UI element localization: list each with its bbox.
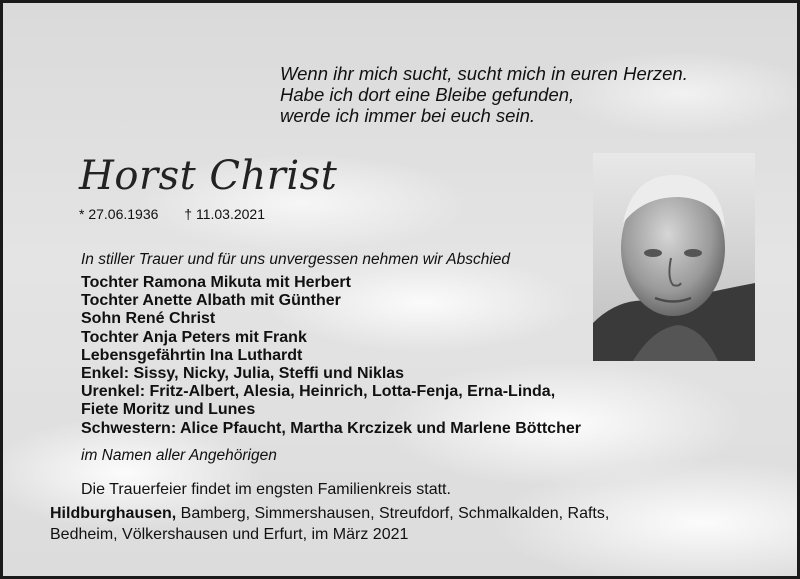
portrait-photo — [593, 153, 755, 361]
place-line-2: Bedheim, Völkershausen und Erfurt, im März 2021 — [50, 526, 409, 543]
relative-line: Sohn René Christ — [81, 310, 216, 328]
funeral-note: Die Trauerfeier findet im engsten Familienkreis statt. — [81, 481, 451, 498]
relative-line: Urenkel: Fritz-Albert, Alesia, Heinrich, Lotta-Fenja, Erna-Linda, — [81, 383, 556, 401]
relative-line: Enkel: Sissy, Nicky, Julia, Steffi und Niklas — [81, 365, 405, 383]
portrait-image — [593, 153, 755, 361]
deceased-name: Horst Christ — [79, 153, 338, 199]
main-place: Hildburghausen, — [50, 505, 177, 522]
poem-verse — [280, 63, 688, 126]
poem-line: Wenn ihr mich sucht, sucht mich in euren Herzen. — [280, 63, 688, 84]
relative-line: Tochter Ramona Mikuta mit Herbert — [81, 274, 351, 291]
place-line-1 — [50, 503, 609, 524]
life-dates — [79, 206, 265, 222]
closing-line: im Namen aller Angehörigen — [81, 447, 277, 464]
relative-line: Schwestern: Alice Pfaucht, Martha Krczizek und Marlene Böttcher — [81, 419, 581, 437]
relatives-list — [81, 274, 581, 438]
place-and-date — [50, 503, 609, 545]
farewell-intro: In stiller Trauer und für uns unvergessen nehmen wir Abschied — [81, 251, 511, 268]
relative-line: Fiete Moritz und Lunes — [81, 401, 256, 419]
relative-line: Lebensgefährtin Ina Luthardt — [81, 346, 303, 364]
other-places: Bamberg, Simmershausen, Streufdorf, Schmalkalden, Rafts, — [176, 505, 610, 522]
relative-line: Tochter Anette Albath mit Günther — [81, 292, 341, 310]
poem-line: werde ich immer bei euch sein. — [280, 105, 535, 126]
death-date: † 11.03.2021 — [184, 206, 266, 222]
relative-line: Tochter Anja Peters mit Frank — [81, 328, 307, 346]
birth-date: * 27.06.1936 — [79, 206, 159, 222]
poem-line: Habe ich dort eine Bleibe gefunden, — [280, 84, 575, 105]
